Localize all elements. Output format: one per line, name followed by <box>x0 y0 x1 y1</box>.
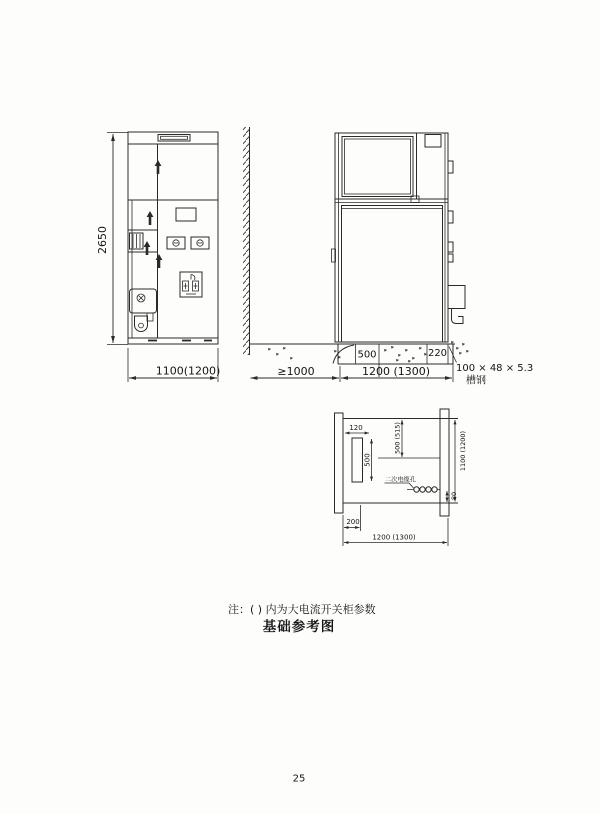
dim-side-depth <box>341 364 453 382</box>
wall-clearance-value: ≥1000 <box>277 365 315 378</box>
cable-duct-curve <box>333 345 354 364</box>
inspection-window <box>176 208 196 221</box>
mimic-panel <box>180 272 202 297</box>
channel-steel-left <box>335 413 344 513</box>
front-view <box>96 132 220 382</box>
door-handle <box>135 316 148 332</box>
page-number: 25 <box>292 773 306 785</box>
dim-slot-length <box>364 439 372 481</box>
cable-hole-label: 二次电缆孔 <box>385 476 416 484</box>
slot-offset-value: 120 <box>349 424 363 432</box>
plan-depth-value: 1200 (1300) <box>372 533 416 542</box>
rear-clearance-value: 220 <box>427 348 448 359</box>
door-hinges <box>448 161 453 262</box>
channel-steel-callout <box>449 347 533 387</box>
channel-steel-label: 槽钢 <box>466 375 486 387</box>
plan-front-value: 500 (515) <box>393 422 402 454</box>
side-depth-value: 1200 (1300) <box>361 365 431 378</box>
cabinet-base <box>128 338 218 341</box>
trench-width-value: 500 <box>357 349 377 361</box>
dim-front-width <box>128 348 220 382</box>
cable-slot <box>352 438 363 482</box>
foundation-section <box>250 341 534 387</box>
foundation-plan-view <box>335 409 468 546</box>
cable-hole-edge-value: 80 <box>450 491 458 501</box>
front-width-value: 1100(1200) <box>155 364 221 378</box>
vent-grille <box>130 233 144 249</box>
operating-mechanism <box>130 289 157 332</box>
dim-front-height <box>96 133 128 345</box>
side-lock-handle <box>448 286 465 324</box>
dim-plan-front <box>378 420 440 458</box>
note-text: 注：( ) 内为大电流开关柜参数 <box>228 603 376 616</box>
corner-offset-value: 200 <box>346 518 360 526</box>
channel-steel-spec: 100 × 48 × 5.3 <box>456 363 534 374</box>
wall-section <box>243 127 250 355</box>
slot-length-value: 500 <box>363 453 372 467</box>
top-box <box>425 135 441 148</box>
dim-wall-clearance <box>251 365 341 382</box>
cabinet-outline <box>128 132 218 344</box>
main-compartment <box>342 206 443 343</box>
dim-corner-offset <box>343 505 361 531</box>
dim-slot-offset <box>345 424 369 433</box>
pushbutton-right <box>191 237 209 249</box>
wall-hatching <box>243 127 250 355</box>
plan-width-value: 1100 (1200) <box>459 430 467 472</box>
front-height-value: 2650 <box>96 226 109 254</box>
side-view <box>332 133 466 342</box>
dim-plan-width <box>455 420 467 502</box>
secondary-cable-holes <box>385 476 441 493</box>
side-outline <box>335 133 448 342</box>
nameplate <box>158 135 190 142</box>
figure-title: 基础参考图 <box>262 619 336 635</box>
top-compartment-door <box>342 137 413 197</box>
pushbutton-left <box>167 237 185 249</box>
channel-steel-right <box>440 409 449 516</box>
caption <box>228 602 376 635</box>
